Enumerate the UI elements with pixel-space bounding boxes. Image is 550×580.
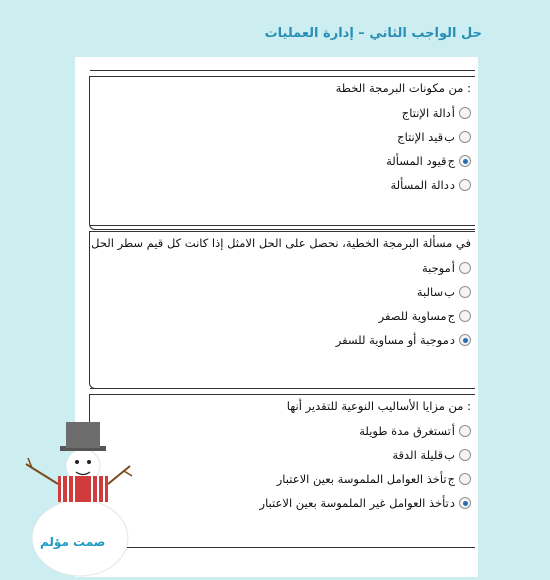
question-1-option-b[interactable]	[90, 125, 471, 149]
question-1-option-d[interactable]	[90, 173, 471, 197]
page-title: حل الواجب الثاني – إدارة العمليات	[264, 26, 482, 41]
option-label: قليلة الدقة	[392, 448, 444, 462]
radio-button[interactable]	[459, 497, 471, 509]
question-2-option-b[interactable]	[90, 280, 471, 304]
option-label: قيد الإنتاج	[397, 130, 444, 144]
question-1-option-c[interactable]	[90, 149, 471, 173]
question-1-text: : من مكونات البرمجة الخطة	[335, 81, 471, 95]
radio-button[interactable]	[459, 449, 471, 461]
question-2-option-a[interactable]	[90, 256, 471, 280]
question-3-option-b[interactable]	[90, 443, 471, 467]
radio-button[interactable]	[459, 179, 471, 191]
option-label: تأخذ العوامل غير الملموسة بعين الاعتبار	[259, 496, 449, 510]
option-label: دالة الإنتاج	[401, 106, 451, 120]
question-3	[89, 394, 475, 548]
option-label: دالة المسألة	[390, 178, 449, 192]
question-2	[89, 231, 475, 389]
option-letter: د	[449, 178, 455, 192]
question-3-text: : من مزايا الأساليب النوعية للتقدير أنها	[286, 399, 471, 413]
radio-button[interactable]	[459, 107, 471, 119]
option-label: موجبة	[421, 261, 451, 275]
radio-button[interactable]	[459, 425, 471, 437]
option-letter: ج	[447, 154, 455, 168]
snowman-arm-twig	[124, 471, 132, 476]
radio-button[interactable]	[459, 155, 471, 167]
option-label: تأخذ العوامل الملموسة بعين الاعتبار	[276, 472, 447, 486]
option-letter: ج	[447, 472, 455, 486]
option-letter: أ	[451, 424, 455, 438]
question-1	[89, 76, 475, 230]
snowman-scarf	[58, 476, 108, 502]
option-letter: ب	[444, 130, 455, 144]
option-label: تستغرق مدة طويلة	[359, 424, 451, 438]
option-letter: د	[449, 333, 455, 347]
option-letter: ب	[444, 285, 455, 299]
option-label: مساوية للصفر	[378, 309, 447, 323]
snowman-caption: صمت مؤلم	[40, 535, 106, 549]
snowman-eye-right	[87, 460, 91, 464]
option-label: سالبة	[416, 285, 444, 299]
question-1-option-a[interactable]	[90, 101, 471, 125]
question-3-option-d[interactable]	[90, 491, 471, 515]
radio-button[interactable]	[459, 131, 471, 143]
option-letter: أ	[451, 261, 455, 275]
snowman-illustration	[22, 418, 142, 578]
option-letter: أ	[451, 106, 455, 120]
radio-button[interactable]	[459, 310, 471, 322]
option-label: موجبة أو مساوية للسفر	[335, 333, 449, 347]
question-3-option-a[interactable]	[90, 419, 471, 443]
question-2-option-d[interactable]	[90, 328, 471, 352]
question-2-text: في مسألة البرمجة الخطية، نحصل على الحل الامثل إذا كانت كل قيم سطر الحل	[91, 236, 471, 250]
radio-button[interactable]	[459, 286, 471, 298]
question-3-option-c[interactable]	[90, 467, 471, 491]
option-letter: د	[449, 496, 455, 510]
option-letter: ب	[444, 448, 455, 462]
radio-button[interactable]	[459, 334, 471, 346]
question-2-option-c[interactable]	[90, 304, 471, 328]
snowman-eye-left	[75, 460, 79, 464]
option-label: قيود المسألة	[386, 154, 447, 168]
snowman-hat-top	[66, 422, 100, 448]
radio-button[interactable]	[459, 473, 471, 485]
radio-button[interactable]	[459, 262, 471, 274]
snowman-arm-right	[108, 466, 130, 484]
option-letter: ج	[447, 309, 455, 323]
